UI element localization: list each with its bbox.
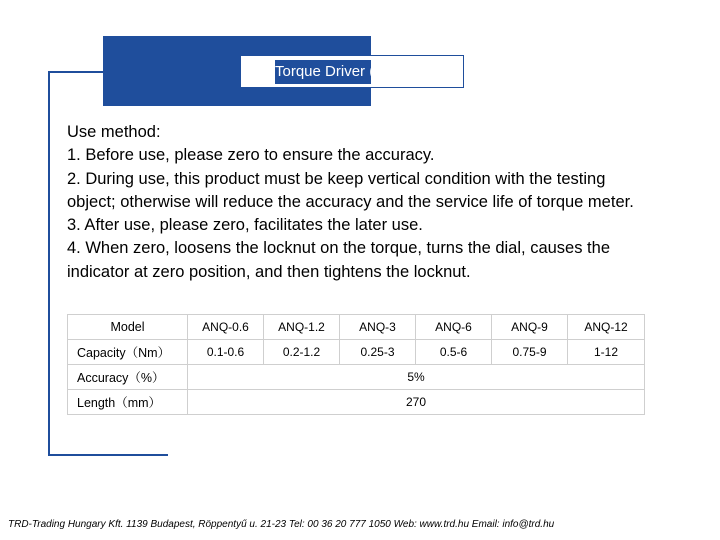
page-title: Torque Driver (ANQ) <box>275 60 463 84</box>
table-row-capacity <box>68 340 645 365</box>
model-cell: ANQ-12 <box>568 315 645 340</box>
model-label: Model <box>68 315 188 340</box>
capacity-cell: 0.75-9 <box>492 340 568 365</box>
capacity-cell: 0.5-6 <box>416 340 492 365</box>
capacity-cell: 0.2-1.2 <box>264 340 340 365</box>
accuracy-label: Accuracy（%） <box>68 365 188 390</box>
decorative-bracket-vertical <box>48 71 50 456</box>
decorative-bracket-bottom <box>48 454 168 456</box>
spec-table <box>67 314 645 415</box>
capacity-cell: 1-12 <box>568 340 645 365</box>
capacity-label: Capacity（Nm） <box>68 340 188 365</box>
model-cell: ANQ-1.2 <box>264 315 340 340</box>
decorative-bracket-top <box>49 71 103 73</box>
capacity-cell: 0.25-3 <box>340 340 416 365</box>
length-label: Length（mm） <box>68 390 188 415</box>
length-value: 270 <box>188 390 645 415</box>
model-cell: ANQ-0.6 <box>188 315 264 340</box>
use-method-heading: Use method: <box>67 123 161 141</box>
use-method-step-2: 2. During use, this product must be keep vertical condition with the testing object; otherwise will reduce the accuracy and the service life of torque meter. <box>67 169 634 211</box>
capacity-cell: 0.1-0.6 <box>188 340 264 365</box>
footer-contact: TRD-Trading Hungary Kft. 1139 Budapest, Röppentyű u. 21-23 Tel: 00 36 20 777 1050 Web: www.trd.hu Email: info@trd.hu <box>8 519 555 530</box>
use-method-step-1: 1. Before use, please zero to ensure the accuracy. <box>67 146 435 165</box>
use-method-section <box>67 121 647 284</box>
table-row-model <box>68 315 645 340</box>
accuracy-value: 5% <box>188 365 645 390</box>
use-method-step-4: 4. When zero, loosens the locknut on the torque, turns the dial, causes the indicator at zero position, and then tightens the locknut. <box>67 239 610 281</box>
model-cell: ANQ-9 <box>492 315 568 340</box>
model-cell: ANQ-6 <box>416 315 492 340</box>
table-row-accuracy <box>68 365 645 390</box>
model-cell: ANQ-3 <box>340 315 416 340</box>
table-row-length <box>68 390 645 415</box>
use-method-step-3: 3. After use, please zero, facilitates the later use. <box>67 216 423 235</box>
